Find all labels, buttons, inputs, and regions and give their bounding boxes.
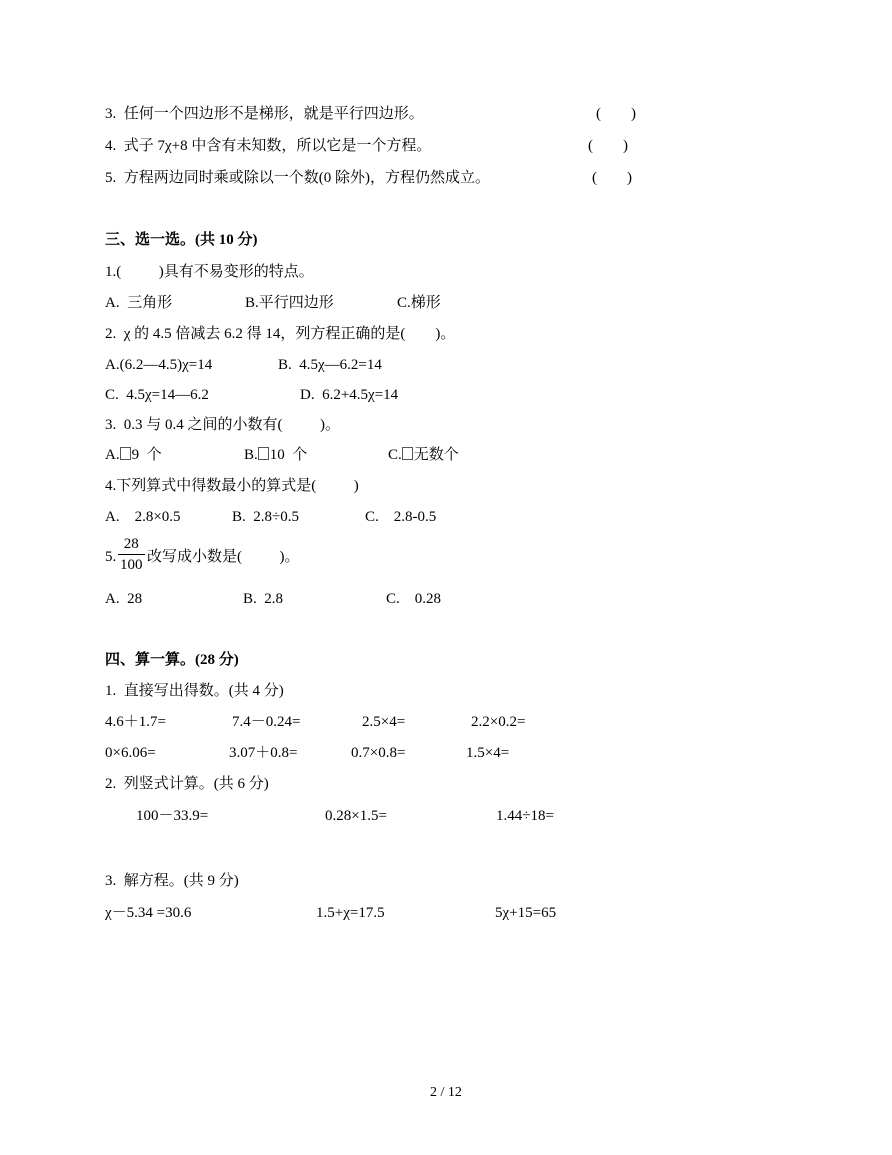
judge-item-3: 3. 任何一个四边形不是梯形，就是平行四边形。 [105, 106, 424, 122]
calc-item: 0.7×0.8= [351, 745, 406, 761]
q3-option-a-prefix: A. [105, 447, 120, 463]
q3-option-c-prefix: C. [388, 447, 402, 463]
calc-item: 3.07＋0.8= [229, 745, 298, 761]
q5-option-a[interactable]: A. 28 [105, 591, 143, 607]
equation-item: χ－5.34 =30.6 [105, 905, 192, 921]
q3-option-b-label: 10 个 [269, 447, 308, 463]
q5-option-b[interactable]: B. 2.8 [243, 591, 284, 607]
judge-item-5: 5. 方程两边同时乘或除以一个数(0 除外)，方程仍然成立。 [105, 170, 490, 186]
equation-item: 1.5+χ=17.5 [316, 905, 385, 921]
q3-stem: 3. 0.3 与 0.4 之间的小数有( )。 [105, 417, 340, 433]
q3-option-a-label: 9 个 [131, 447, 162, 463]
checkbox-icon [402, 447, 413, 460]
q5-option-c[interactable]: C. 0.28 [386, 591, 442, 607]
q2-option-c[interactable]: C. 4.5χ=14—6.2 [105, 387, 209, 403]
q5-prefix: 5. [105, 549, 117, 565]
calc-item: 2.2×0.2= [471, 714, 526, 730]
vertical-calc-item: 0.28×1.5= [325, 808, 387, 824]
q3-option-b[interactable] [244, 445, 307, 465]
q4-option-a[interactable]: A. 2.8×0.5 [105, 509, 181, 525]
part2-title: 2. 列竖式计算。(共 6 分) [105, 776, 269, 792]
q5-fraction [118, 535, 145, 574]
vertical-calc-item: 100－33.9= [136, 808, 209, 824]
q3-option-c[interactable] [388, 445, 459, 465]
judge-item-4: 4. 式子 7χ+8 中含有未知数，所以它是一个方程。 [105, 138, 432, 154]
q4-option-b[interactable]: B. 2.8÷0.5 [232, 509, 299, 525]
calc-item: 1.5×4= [466, 745, 510, 761]
q2-option-a[interactable]: A.(6.2—4.5)χ=14 [105, 357, 213, 373]
q3-option-a[interactable] [105, 445, 162, 465]
q1-option-c[interactable]: C.梯形 [397, 295, 441, 311]
q1-option-a[interactable]: A. 三角形 [105, 295, 173, 311]
judge-item-4-answer[interactable]: ( ) [588, 138, 628, 154]
q5-stem: 改写成小数是( )。 [147, 549, 300, 565]
fraction-bar [118, 554, 145, 555]
calc-item: 7.4－0.24= [232, 714, 301, 730]
calc-item: 0×6.06= [105, 745, 156, 761]
q1-stem: 1.( )具有不易变形的特点。 [105, 264, 314, 280]
section3-title: 三、选一选。(共 10 分) [105, 232, 258, 248]
part1-title: 1. 直接写出得数。(共 4 分) [105, 683, 284, 699]
vertical-calc-item: 1.44÷18= [496, 808, 554, 824]
equation-item: 5χ+15=65 [495, 905, 557, 921]
page-number: 2 / 12 [430, 1085, 462, 1100]
q2-option-d[interactable]: D. 6.2+4.5χ=14 [300, 387, 399, 403]
q3-option-b-prefix: B. [244, 447, 258, 463]
q4-option-c[interactable]: C. 2.8-0.5 [365, 509, 437, 525]
judge-item-3-answer[interactable]: ( ) [596, 106, 636, 122]
section4-title: 四、算一算。(28 分) [105, 652, 239, 668]
q2-option-b[interactable]: B. 4.5χ—6.2=14 [278, 357, 382, 373]
judge-item-5-answer[interactable]: ( ) [592, 170, 632, 186]
q1-option-b[interactable]: B.平行四边形 [245, 295, 334, 311]
q3-option-c-label: 无数个 [413, 447, 459, 463]
checkbox-icon [120, 447, 131, 460]
fraction-denominator: 100 [120, 557, 143, 573]
fraction-numerator: 28 [123, 536, 139, 552]
q2-stem: 2. χ 的 4.5 倍减去 6.2 得 14，列方程正确的是( )。 [105, 326, 456, 342]
calc-item: 2.5×4= [362, 714, 406, 730]
part3-title: 3. 解方程。(共 9 分) [105, 873, 239, 889]
q4-stem: 4.下列算式中得数最小的算式是( ) [105, 478, 359, 494]
checkbox-icon [258, 447, 269, 460]
calc-item: 4.6＋1.7= [105, 714, 166, 730]
